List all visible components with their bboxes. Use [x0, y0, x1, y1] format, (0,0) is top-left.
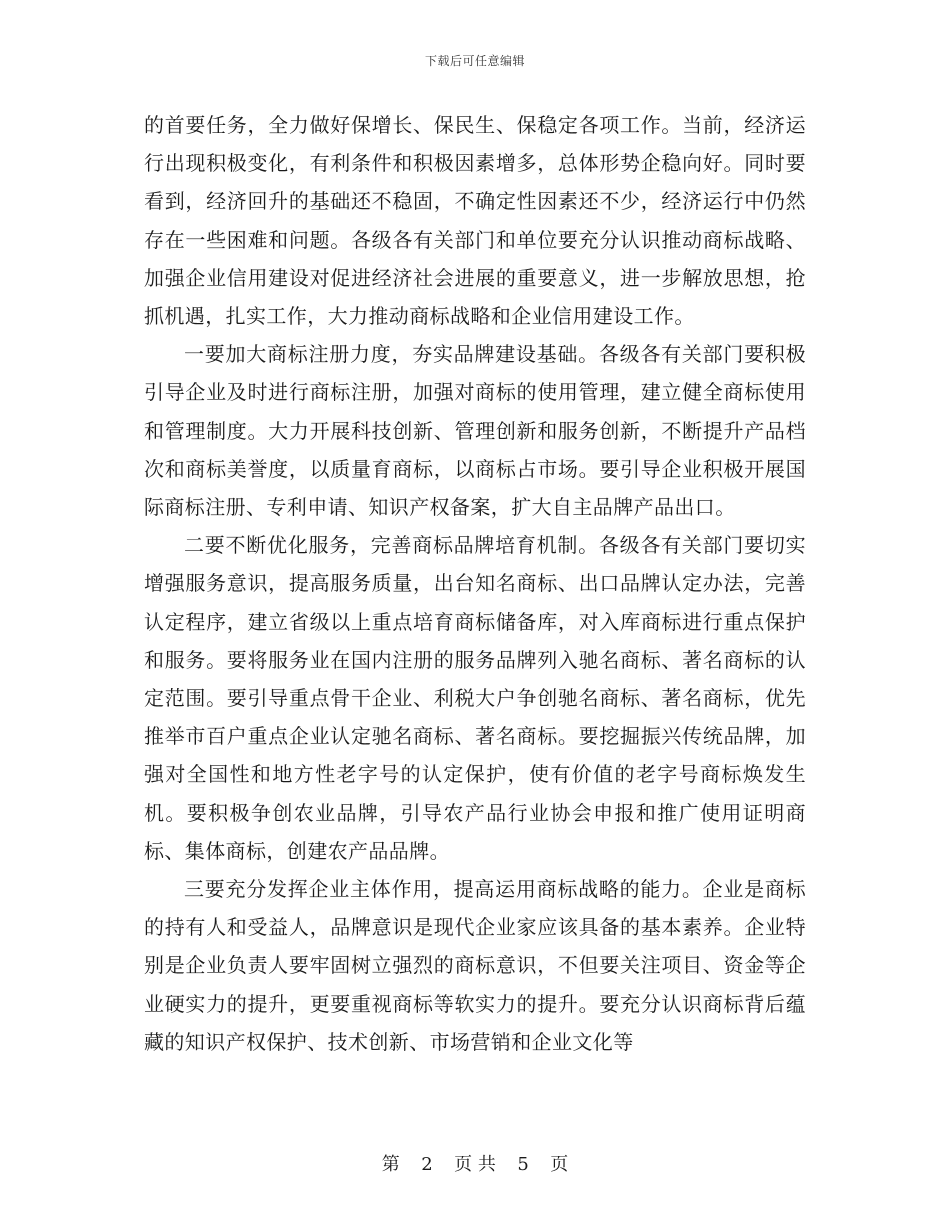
footer-prefix: 第 [381, 1154, 400, 1175]
footer-total-pages: 5 [517, 1154, 529, 1175]
page-footer [0, 1150, 950, 1176]
footer-current-page: 2 [421, 1154, 433, 1175]
paragraph-trademark-registration: 一要加大商标注册力度，夯实品牌建设基础。各级各有关部门要积极引导企业及时进行商标注册，加强对商标的使用管理，建立健全商标使用和管理制度。大力开展科技创新、管理创新和服务创新，不断提升产品档次和商标美誉度，以质量育商标，以商标占市场。要引导企业积极开展国际商标注册、专利申请、知识产权备案，扩大自主品牌产品出口。 [144, 342, 806, 520]
footer-middle: 页 共 [454, 1154, 496, 1175]
paragraph-optimize-service: 二要不断优化服务，完善商标品牌培育机制。各级各有关部门要切实增强服务意识，提高服务质量，出台知名商标、出口品牌认定办法，完善认定程序，建立省级以上重点培育商标储备库，对入库商标进行重点保护和服务。要将服务业在国内注册的服务品牌列入驰名商标、著名商标的认定范围。要引导重点骨干企业、利税大户争创驰名商标、著名商标，优先推举市百户重点企业认定驰名商标、著名商标。要挖掘振兴传统品牌，加强对全国性和地方性老字号的认定保护，使有价值的老字号商标焕发生机。要积极争创农业品牌，引导农产品行业协会申报和推广使用证明商标、集体商标，创建农产品品牌。 [144, 533, 806, 863]
paragraph-enterprise-role: 三要充分发挥企业主体作用，提高运用商标战略的能力。企业是商标的持有人和受益人，品牌意识是现代企业家应该具备的基本素养。企业特别是企业负责人要牢固树立强烈的商标意识，不但要关注项目、资金等企业硬实力的提升，更要重视商标等软实力的提升。要充分认识商标背后蕴藏的知识产权保护、技术创新、市场营销和企业文化等 [144, 877, 806, 1054]
page-header: 下载后可任意编辑 [424, 54, 525, 68]
footer-suffix: 页 [550, 1154, 569, 1175]
document-body [144, 106, 806, 1061]
paragraph-continued: 的首要任务，全力做好保增长、保民生、保稳定各项工作。当前，经济运行出现积极变化，有利条件和积极因素增多，总体形势企稳向好。同时要看到，经济回升的基础还不稳固，不确定性因素还不少，经济运行中仍然存在一些困难和问题。各级各有关部门和单位要充分认识推动商标战略、加强企业信用建设对促进经济社会进展的重要意义，进一步解放思想，抢抓机遇，扎实工作，大力推动商标战略和企业信用建设工作。 [144, 113, 806, 329]
